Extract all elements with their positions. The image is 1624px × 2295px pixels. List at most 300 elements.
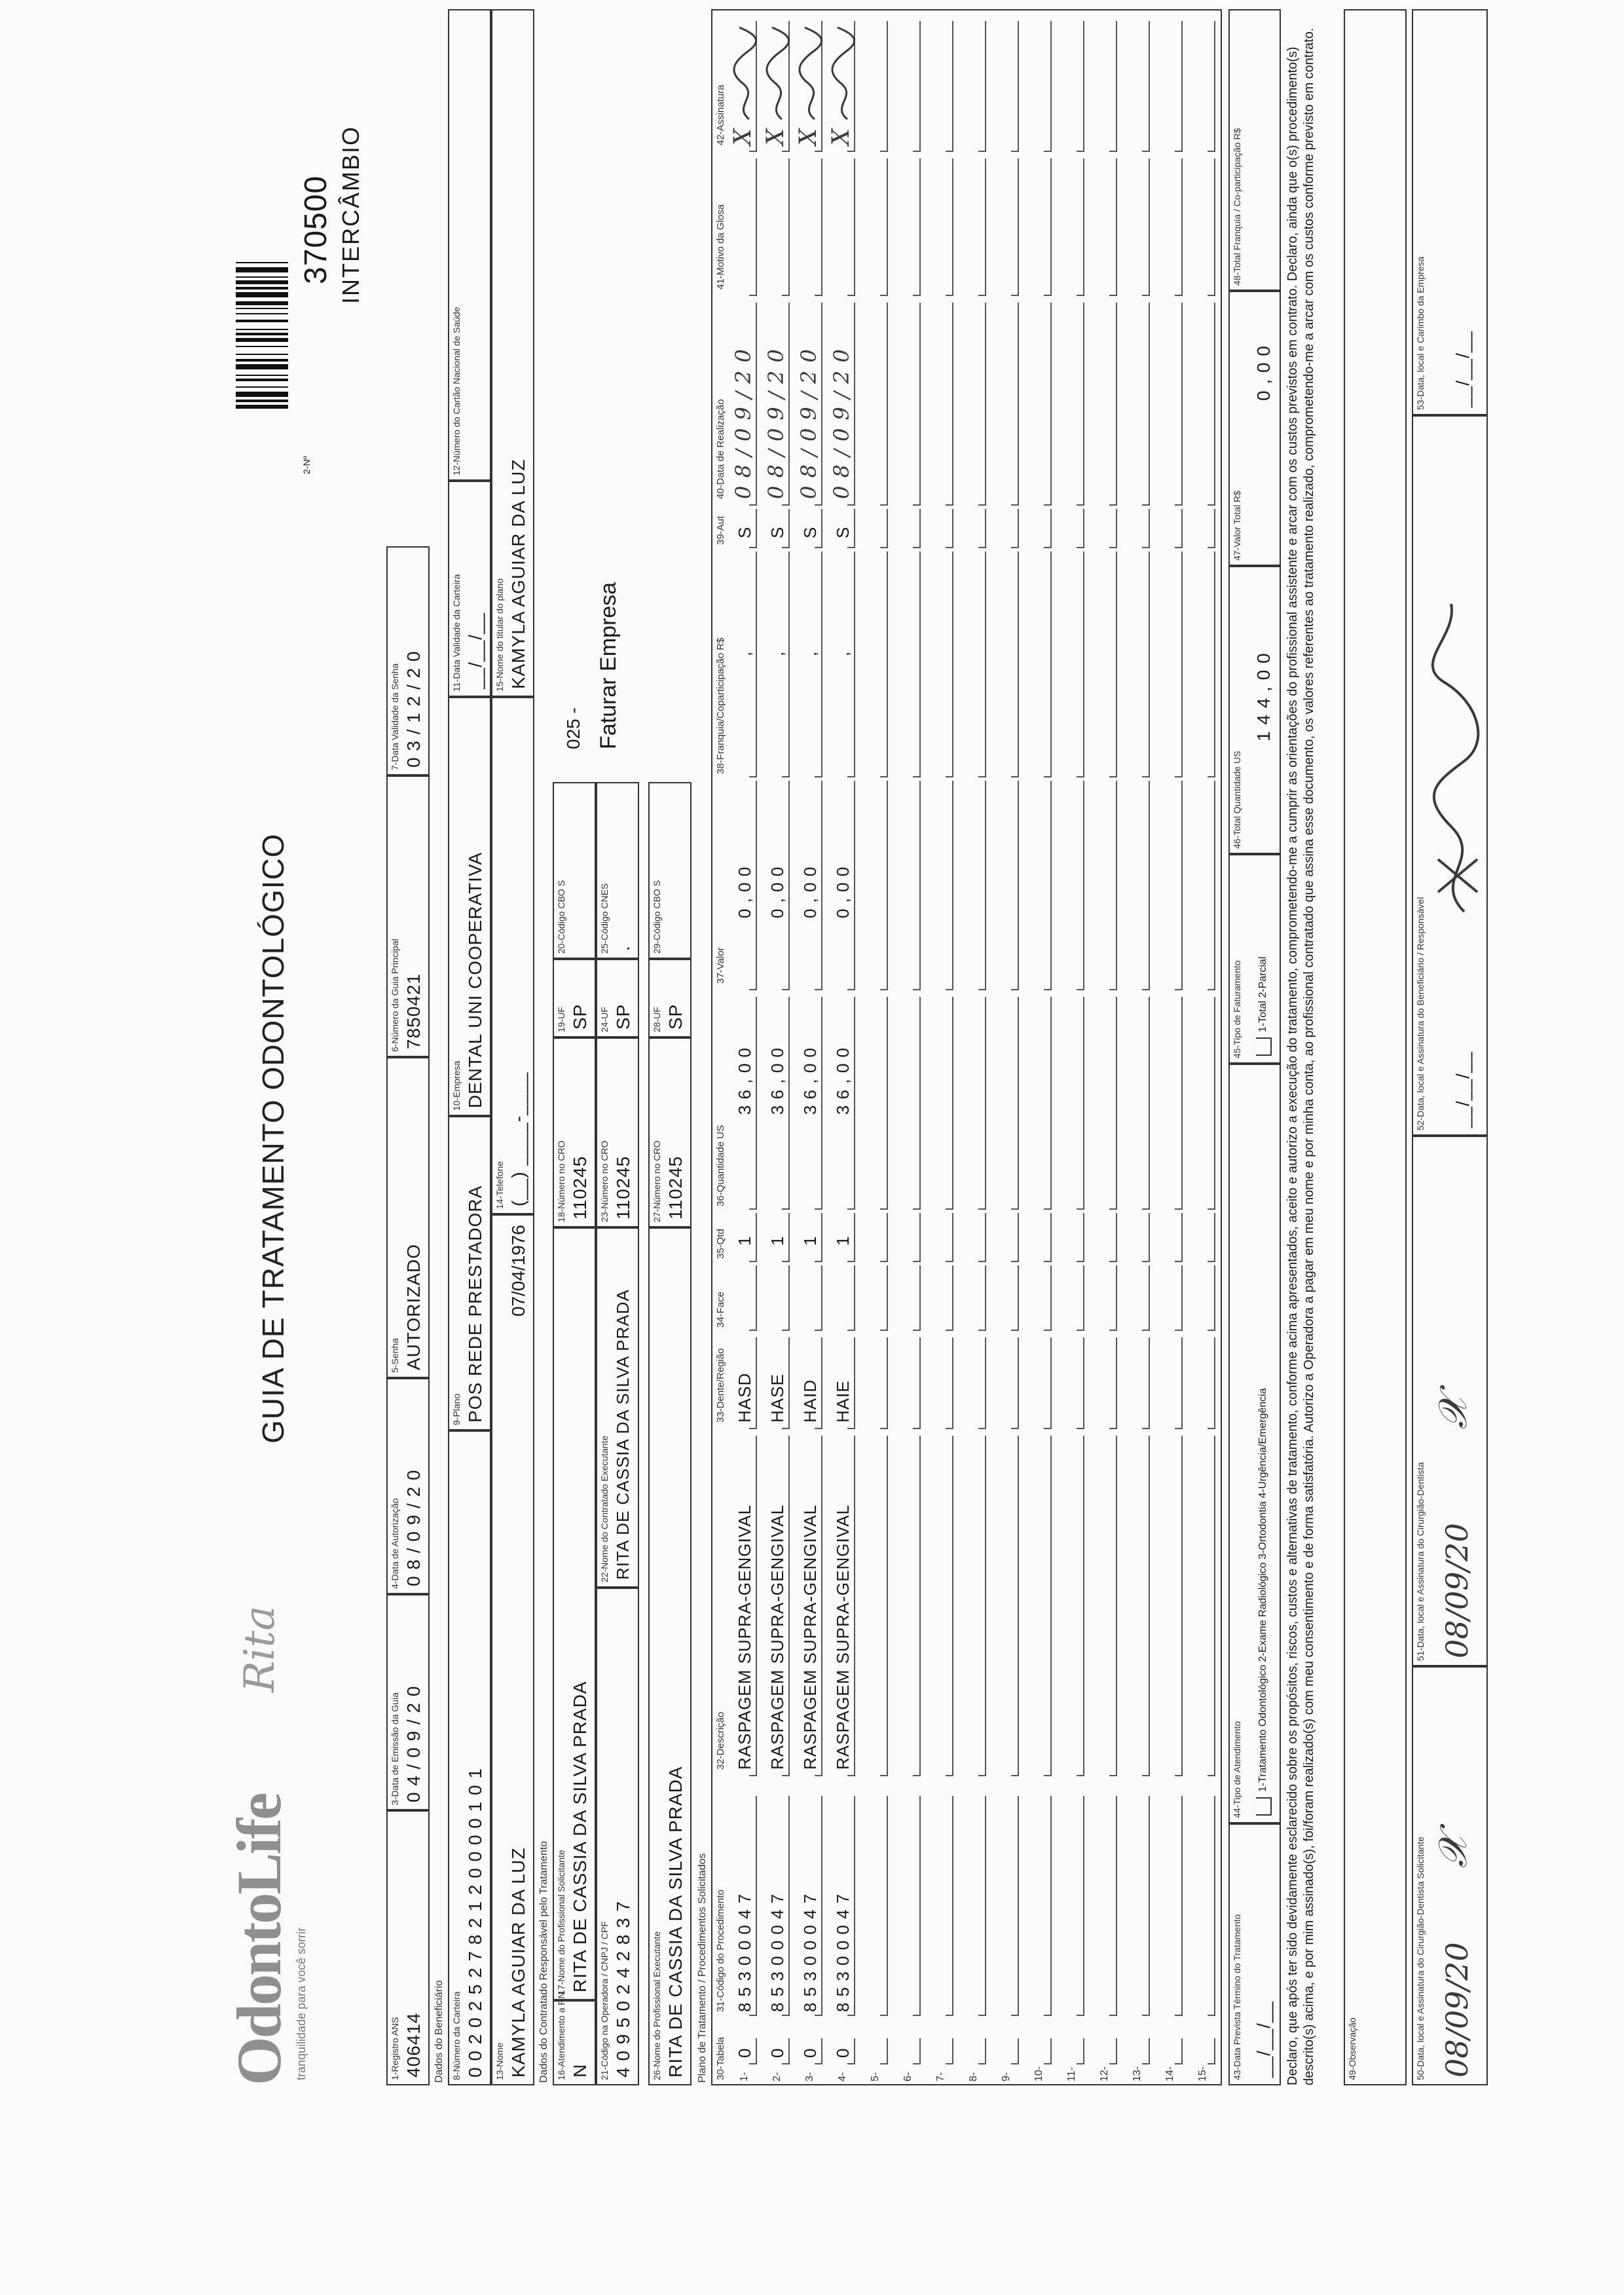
row-underline (821, 781, 822, 990)
row-tick (1142, 1261, 1149, 1262)
row-tick (1077, 2015, 1083, 2016)
row-underline (887, 509, 888, 548)
total-us-label: 46-Total Quantidade US (1232, 751, 1242, 849)
row-tick (1109, 1208, 1116, 1210)
plano-box (448, 1116, 491, 1430)
row-tick (1011, 547, 1018, 548)
row-underline (919, 1265, 921, 1331)
row-tick (880, 151, 887, 152)
row-underline (756, 1436, 757, 1776)
row-number: 1- (739, 2072, 750, 2081)
row-underline (1116, 1337, 1117, 1429)
guide-number-sub: INTERCÂMBIO (337, 125, 364, 304)
row-underline (854, 1265, 855, 1331)
cell-us: 3 6 , 0 0 (767, 1047, 787, 1115)
row-underline (854, 551, 855, 777)
uf-executante-box (648, 959, 692, 1037)
row-underline (1018, 1265, 1019, 1331)
row-underline (1214, 509, 1215, 548)
prof-executante-value: RITA DE CASSIA DA SILVA PRADA (665, 1766, 686, 2078)
observacao-box (1344, 9, 1407, 2085)
row-tick (815, 2063, 821, 2064)
row-tick (1077, 1208, 1083, 1210)
cell-qtd: 1 (833, 1235, 853, 1246)
cell-data: 0 8 / 0 9 / 2 0 (731, 348, 756, 499)
codigo-operadora-box (596, 1588, 639, 2085)
row-underline (1083, 1436, 1084, 1776)
row-tick (1208, 547, 1214, 548)
row-underline (1149, 21, 1150, 152)
row-tick (782, 2015, 788, 2016)
row-tick (847, 2063, 854, 2064)
row-number: 13- (1132, 2066, 1143, 2081)
prof-executante-box (648, 1227, 692, 2085)
row-underline (854, 1436, 855, 1776)
nome-value: KAMYLA AGUIAR DA LUZ (508, 1847, 528, 2078)
signature-51-icon: 𝒳 (1430, 1395, 1476, 1429)
row-underline (821, 509, 822, 548)
empresa-value: DENTAL UNI COOPERATIVA (465, 851, 485, 1108)
row-underline (1214, 1796, 1215, 2016)
cell-tabela: 0 (800, 2047, 820, 2058)
row-tick (749, 2015, 756, 2016)
total-franquia-box (1228, 9, 1281, 291)
row-tick (782, 2063, 788, 2064)
row-underline (985, 1796, 986, 2016)
row-underline (788, 1265, 790, 1331)
cell-data: 0 8 / 0 9 / 2 0 (764, 348, 788, 499)
codigo-operadora-label: 21-Código na Operadora / CNPJ / CPF (599, 1921, 610, 2080)
row-tick (1011, 1261, 1018, 1262)
telefone-value: (__) ____-____ (508, 1072, 528, 1206)
row-tick (1175, 2015, 1181, 2016)
row-underline (756, 1337, 757, 1429)
cell-dente: HAIE (833, 1380, 853, 1423)
row-tick (880, 547, 887, 548)
row-tick (847, 1208, 854, 1210)
row-tick (946, 1208, 952, 1210)
row-underline (1050, 1796, 1052, 2016)
row-tick (978, 776, 985, 777)
row-tick (847, 1428, 854, 1429)
row-underline (1083, 551, 1084, 777)
total-us-value: 1 4 4 , 0 0 (1253, 652, 1274, 741)
row-tick (1109, 151, 1116, 152)
col-tabela: 30-Tabela (715, 2037, 726, 2080)
guia-principal-value: 7850421 (403, 973, 424, 1049)
row-underline (1214, 1337, 1215, 1429)
row-underline (1116, 1796, 1117, 2016)
cartao-nacional-box (448, 9, 491, 481)
row-underline (1083, 1337, 1084, 1429)
row-tick (880, 1775, 887, 1776)
row-number: 4- (837, 2072, 848, 2081)
row-tick (1175, 151, 1181, 152)
row-tick (978, 1261, 985, 1262)
row-underline (952, 781, 953, 990)
row-tick (1175, 1428, 1181, 1429)
row-underline (821, 1337, 822, 1429)
row-tick (913, 989, 919, 990)
row-underline (1083, 781, 1084, 990)
row-underline (821, 303, 822, 506)
row-underline (1018, 997, 1019, 1210)
row-tick (782, 151, 788, 152)
row-underline (952, 303, 953, 506)
row-underline (1214, 2038, 1215, 2064)
tipo-faturamento-box (1228, 854, 1281, 1064)
row-tick (880, 2063, 887, 2064)
row-underline (788, 509, 790, 548)
row-underline (952, 551, 953, 777)
row-underline (887, 2038, 888, 2064)
row-tick (1175, 989, 1181, 990)
telefone-label: 14-Telefone (494, 1161, 505, 1209)
row-tick (1077, 2063, 1083, 2064)
row-underline (788, 1796, 790, 2016)
row-tick (1208, 504, 1214, 506)
row-tick (1175, 504, 1181, 506)
row-underline (1149, 1213, 1150, 1262)
row-underline (1050, 1213, 1052, 1262)
row-underline (1116, 551, 1117, 777)
row-underline (919, 509, 921, 548)
row-underline (1181, 1436, 1183, 1776)
cell-codigo: 8 5 3 0 0 0 4 7 (735, 1893, 754, 2012)
row-tick (847, 1775, 854, 1776)
total-us-box (1228, 566, 1281, 854)
row-tick (880, 1261, 887, 1262)
cell-descricao: RASPAGEM SUPRA-GENGIVAL (735, 1504, 754, 1770)
row-tick (1109, 295, 1116, 296)
row-underline (1116, 159, 1117, 296)
row-underline (1149, 781, 1150, 990)
row-number: 6- (902, 2072, 913, 2081)
section-plano-tratamento: Plano de Tratamento / Procedimentos Solicitados (697, 1853, 708, 2083)
row-tick (1011, 151, 1018, 152)
previsao-value: __/__/__ (1253, 2001, 1274, 2078)
row-number: 7- (935, 2072, 946, 2081)
row-tick (1077, 151, 1083, 152)
row-tick (1011, 1775, 1018, 1776)
logo-tagline: tranquilidade para você sorrir (295, 1927, 308, 2080)
row-underline (1181, 1213, 1183, 1262)
row-tick (847, 547, 854, 548)
signature-scribble-icon (795, 24, 825, 122)
table-row (729, 10, 761, 2084)
row-underline (1018, 1337, 1019, 1429)
row-tick (946, 295, 952, 296)
row-tick (1011, 1330, 1018, 1331)
row-underline (1214, 997, 1215, 1210)
row-tick (913, 1330, 919, 1331)
row-tick (1044, 1775, 1050, 1776)
row-tick (749, 504, 756, 506)
row-tick (815, 1330, 821, 1331)
row-underline (1149, 551, 1150, 777)
row-tick (847, 1330, 854, 1331)
cbo-solicitante-label: 20-Código CBO S (556, 880, 566, 954)
row-tick (815, 504, 821, 506)
cnes-box (596, 782, 639, 959)
row-underline (854, 509, 855, 548)
validade-senha-label: 7-Data Validade da Senha (390, 663, 400, 770)
row-tick (913, 504, 919, 506)
registro-ans-box (386, 1810, 430, 2085)
row-tick (1044, 151, 1050, 152)
cbo-executante-label: 29-Código CBO S (652, 880, 662, 954)
table-row (991, 10, 1023, 2084)
row-number: 9- (1001, 2072, 1012, 2081)
beneficiary-signature-icon (1425, 578, 1484, 918)
row-underline (1116, 781, 1117, 990)
cell-assinatura: X (828, 128, 855, 145)
carteira-value: 0 0 2 0 2 5 2 7 8 2 1 2 0 0 0 0 1 0 1 (465, 1768, 485, 2078)
cell-qtd: 1 (735, 1235, 754, 1246)
row-tick (815, 295, 821, 296)
atendimento-rn-value: N (570, 2063, 590, 2078)
row-underline (1050, 2038, 1052, 2064)
signature-scribble-icon (828, 24, 858, 122)
row-tick (815, 1775, 821, 1776)
row-tick (749, 295, 756, 296)
guia-principal-box (386, 775, 430, 1057)
row-underline (887, 997, 888, 1210)
data-emissao-value: 0 4 / 0 9 / 2 0 (403, 1685, 424, 1802)
row-underline (887, 551, 888, 777)
row-underline (1083, 997, 1084, 1210)
cnes-value: . (613, 945, 633, 951)
prof-solicitante-value: RITA DE CASSIA DA SILVA PRADA (570, 1681, 590, 1992)
faturar-empresa: Faturar Empresa (596, 582, 621, 749)
form-title: GUIA DE TRATAMENTO ODONTOLÓGICO (256, 833, 290, 1444)
row-tick (847, 776, 854, 777)
row-tick (978, 1330, 985, 1331)
row-tick (815, 547, 821, 548)
row-tick (1044, 989, 1050, 990)
table-row (893, 10, 925, 2084)
row-tick (1044, 1428, 1050, 1429)
cro-executante-box (648, 1037, 692, 1227)
row-tick (978, 2063, 985, 2064)
row-underline (1050, 551, 1052, 777)
row-tick (815, 1208, 821, 1210)
row-tick (1208, 1775, 1214, 1776)
cell-descricao: RASPAGEM SUPRA-GENGIVAL (833, 1504, 853, 1770)
row-tick (782, 1208, 788, 1210)
row-underline (1050, 1436, 1052, 1776)
row-tick (749, 989, 756, 990)
row-tick (1208, 295, 1214, 296)
row-underline (756, 509, 757, 548)
row-tick (1077, 776, 1083, 777)
tipo-atendimento-input[interactable] (1256, 1797, 1272, 1816)
row-tick (1142, 2063, 1149, 2064)
contratado-executante-value: RITA DE CASSIA DA SILVA PRADA (613, 1289, 633, 1580)
row-underline (1214, 1436, 1215, 1776)
row-underline (1181, 1796, 1183, 2016)
row-tick (749, 1208, 756, 1210)
total-franquia-label: 48-Total Franquia / Co-participação R$ (1232, 128, 1242, 286)
handwritten-note: Rita (236, 1605, 284, 1692)
previsao-box (1228, 1823, 1281, 2085)
row-underline (1083, 1796, 1084, 2016)
row-underline (952, 997, 953, 1210)
row-underline (788, 159, 790, 296)
cell-valor: 0 , 0 0 (735, 866, 754, 918)
row-tick (749, 776, 756, 777)
row-tick (1077, 504, 1083, 506)
validade-carteira-label: 11-Data Validade da Carteira (451, 574, 462, 692)
col-qtd: 35-Qtd (715, 1229, 726, 1259)
cell-us: 3 6 , 0 0 (800, 1047, 820, 1115)
prof-solicitante-box (553, 1227, 596, 2000)
row-underline (952, 509, 953, 548)
row-tick (1044, 776, 1050, 777)
row-underline (756, 997, 757, 1210)
col-valor: 37-Valor (715, 947, 726, 984)
contratado-executante-label: 22-Nome do Contratado Executante (599, 1435, 610, 1582)
row-tick (1208, 1330, 1214, 1331)
treatment-guide-form (196, 0, 1624, 2099)
row-tick (1208, 1428, 1214, 1429)
row-tick (1109, 2063, 1116, 2064)
data-autorizacao-label: 4-Data de Autorização (390, 1498, 400, 1589)
data-autorizacao-value: 0 8 / 0 9 / 2 0 (403, 1469, 424, 1586)
row-tick (1208, 989, 1214, 990)
row-tick (1175, 547, 1181, 548)
nome-label: 13-Nome (494, 2042, 505, 2080)
cro-executante-value: 110245 (665, 1155, 686, 1220)
assinatura-52-value: __/__/__ (1452, 1051, 1473, 1128)
row-underline (985, 781, 986, 990)
declaration-text: Declaro, que após ter sido devidamente esclarecido sobre os propósitos, riscos, custos e alternativas de tratamento, conforme acima apresentados, aceito e autorizo a execução do tratamento, comprometendo-me a cumprir as orientações do profissional assistente e arcar com os custos previstos em contrato. Declaro, ainda que o(s) procedimento(s) descrito(s) acima, e por mim assinado(s), foi/foram realizado(s) com meu consentimento e de forma satisfatória. Autorizo a Operadora a pagar em meu nome e por minha conta, ao profissional contratado que assina esse documento, os valores referentes ao tratamento realizado, comprometendo-me a arcar com os custos conforme previsto em contrato. (1285, 28, 1316, 2085)
row-tick (1208, 1261, 1214, 1262)
col-descricao: 32-Descrição (715, 1711, 726, 1770)
row-tick (847, 1261, 854, 1262)
row-underline (1149, 1796, 1150, 2016)
cell-tabela: 0 (735, 2047, 754, 2058)
row-underline (854, 1796, 855, 2016)
row-underline (1116, 303, 1117, 506)
row-underline (1116, 509, 1117, 548)
row-number: 15- (1197, 2066, 1208, 2081)
tipo-faturamento-options: 1-Total 2-Parcial (1257, 956, 1268, 1032)
table-row (1057, 10, 1088, 2084)
row-tick (782, 504, 788, 506)
row-tick (1142, 1330, 1149, 1331)
row-underline (952, 1337, 953, 1429)
row-underline (985, 1265, 986, 1331)
row-underline (887, 1265, 888, 1331)
row-tick (1077, 989, 1083, 990)
cell-assinatura: X (729, 128, 756, 145)
row-underline (788, 551, 790, 777)
col-motivo: 41-Motivo da Glosa (715, 204, 726, 289)
cell-codigo: 8 5 3 0 0 0 4 7 (800, 1893, 820, 2012)
row-underline (1018, 1436, 1019, 1776)
row-tick (1142, 989, 1149, 990)
row-underline (821, 159, 822, 296)
row-tick (1175, 1208, 1181, 1210)
procedure-rows (729, 10, 1221, 2084)
row-tick (946, 776, 952, 777)
row-tick (913, 1428, 919, 1429)
row-underline (887, 1796, 888, 2016)
row-tick (847, 989, 854, 990)
row-underline (952, 1213, 953, 1262)
row-underline (821, 1796, 822, 2016)
row-tick (913, 295, 919, 296)
col-dente: 33-Dente/Região (715, 1348, 726, 1423)
row-underline (985, 21, 986, 152)
row-underline (985, 509, 986, 548)
row-tick (749, 1261, 756, 1262)
row-underline (1050, 303, 1052, 506)
row-tick (1142, 1775, 1149, 1776)
assinatura-52-box (1412, 415, 1488, 1136)
row-underline (919, 1796, 921, 2016)
tipo-faturamento-label: 45-Tipo de Faturamento (1232, 960, 1242, 1058)
row-underline (854, 997, 855, 1210)
row-tick (946, 547, 952, 548)
row-underline (1116, 1265, 1117, 1331)
row-number: 12- (1099, 2066, 1110, 2081)
row-tick (946, 989, 952, 990)
row-underline (1018, 1796, 1019, 2016)
row-underline (887, 1337, 888, 1429)
atendimento-rn-label: 16-Atendimento a RN (556, 1992, 566, 2080)
empresa-box (448, 697, 491, 1116)
row-underline (985, 997, 986, 1210)
col-aut: 39-Aut (715, 515, 726, 545)
row-tick (1011, 776, 1018, 777)
table-row (828, 10, 859, 2084)
titular-box (491, 9, 534, 697)
row-underline (1181, 997, 1183, 1210)
row-underline (985, 2038, 986, 2064)
cell-valor: 0 , 0 0 (800, 866, 820, 918)
table-row (926, 10, 957, 2084)
row-tick (1011, 2015, 1018, 2016)
validade-senha-box (386, 546, 430, 775)
row-underline (756, 781, 757, 990)
row-underline (919, 1213, 921, 1262)
row-tick (946, 2015, 952, 2016)
row-tick (913, 1261, 919, 1262)
row-underline (919, 2038, 921, 2064)
row-tick (815, 151, 821, 152)
row-underline (1149, 159, 1150, 296)
row-underline (756, 551, 757, 777)
row-underline (1181, 551, 1183, 777)
row-tick (978, 1428, 985, 1429)
row-underline (1149, 1337, 1150, 1429)
row-tick (1077, 1261, 1083, 1262)
row-tick (782, 1330, 788, 1331)
row-underline (756, 159, 757, 296)
cell-franquia: , (767, 650, 787, 656)
row-tick (1077, 1775, 1083, 1776)
tipo-faturamento-input[interactable] (1256, 1037, 1272, 1056)
row-number: 11- (1066, 2067, 1077, 2081)
titular-value: KAMYLA AGUIAR DA LUZ (508, 458, 528, 689)
row-underline (919, 997, 921, 1210)
row-tick (1044, 547, 1050, 548)
row-underline (821, 2038, 822, 2064)
cell-descricao: RASPAGEM SUPRA-GENGIVAL (767, 1504, 787, 1770)
row-underline (1149, 1436, 1150, 1776)
